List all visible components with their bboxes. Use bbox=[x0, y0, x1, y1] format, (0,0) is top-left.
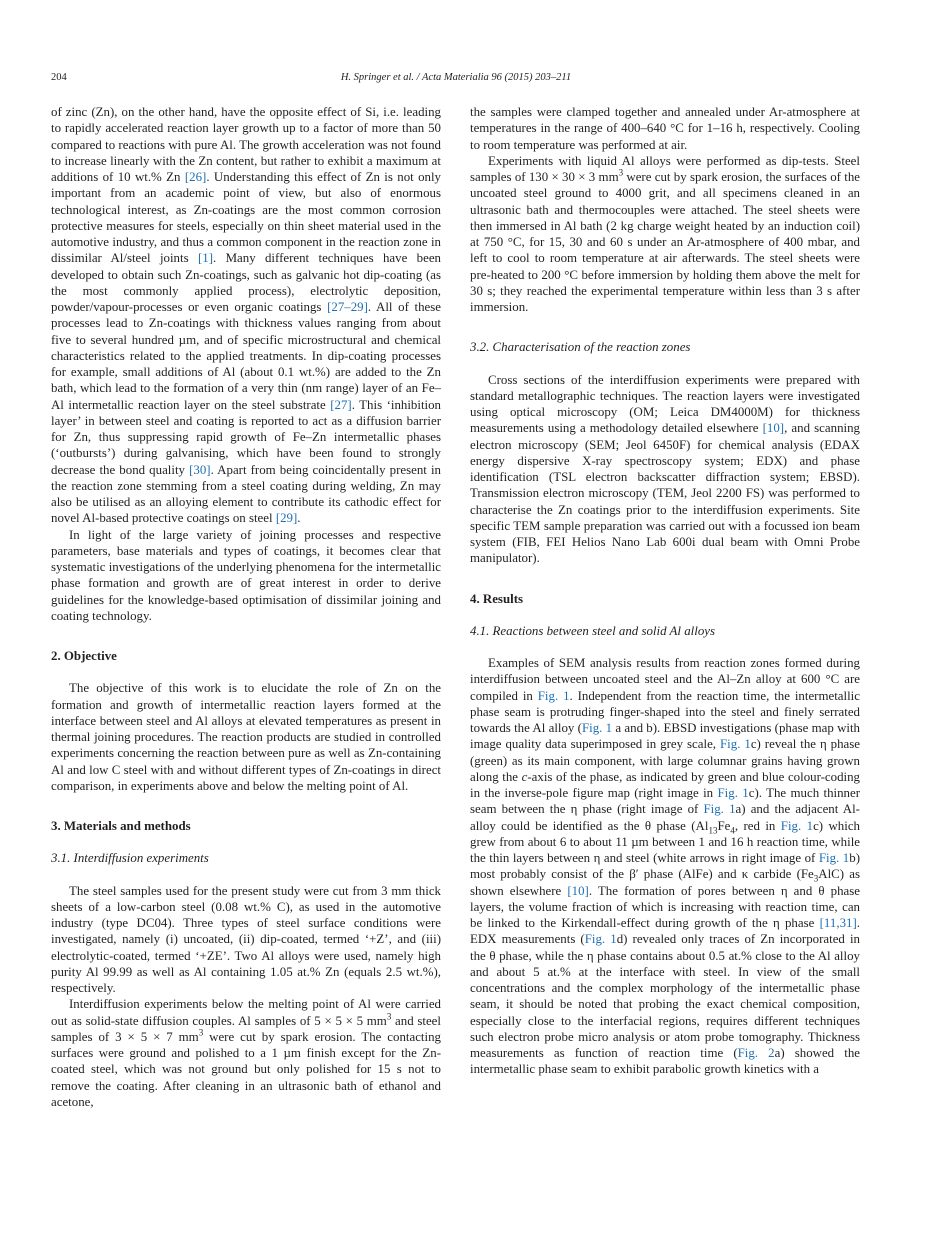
right-column bbox=[470, 104, 860, 1078]
citation-link[interactable]: [11,31] bbox=[819, 916, 857, 930]
left-column bbox=[51, 104, 441, 1110]
running-title: H. Springer et al. / Acta Materialia 96 (2015) 203–211 bbox=[340, 72, 572, 83]
citation-link[interactable]: [1] bbox=[197, 251, 213, 266]
paragraph: Examples of SEM analysis results from reaction zones formed during interdiffusion between uncoated steel and the Al–Zn alloy at 600 °C are compiled in Fig. 1. Independent from the reaction time, the intermetallic phase seam is protruding finger-shaped into the steel and finely serrated towards the Al alloy (Fig. 1 a and b). EBSD investigations (phase map with image quality data superimposed in grey scale, Fig. 1c) reveal the η phase (green) as its main component, with large columnar grains having grown along the c-axis of the phase, as indicated by green and blue colour-coding in the inverse-pole figure map (right image in Fig. 1c). The much thinner seam between the η phase (right image of Fig. 1a) and the adjacent Al-alloy could be identified as the θ phase ($Al_{13}Fe_4$, red in Fig. 1c) which grew from about 6 to about 11 µm between 1 and 16 h reaction time, while the thin layers between η and steel (white arrows in right image of Fig. 1b) most probably consist of the β′ phase (AlFe) and κ carbide $(Fe_3AlC)$ as shown elsewhere [10]. The formation of pores between η and θ phase layers, the volume fraction of which is increasing with reaction time, can be linked to the Kirkendall-effect during growth of the η phase [11,31]. EDX measurements (Fig. 1d) revealed only traces of Zn incorporated in the θ phase, while the η phase contains about 0.5 at.% close to the Al alloy and about 5 at.% at the interface with steel. In view of the small concentrations and the complex morphology of the intermetallic phase seam, it should be noted that probing the exact chemical composition, especially close to the interfacial regions, requires different techniques such electron probe micro analysis or atom probe tomography. Thickness measurements as function of reaction time (Fig. 2a) showed the intermetallic phase seam to exhibit parabolic growth kinetics with a bbox=[470, 656, 861, 1077]
figure-link[interactable]: Fig. 1 bbox=[780, 818, 814, 833]
section-heading-objective: 2. Objective bbox=[51, 649, 117, 663]
figure-link[interactable]: Fig. 1 bbox=[720, 737, 751, 752]
citation-link[interactable]: [26] bbox=[184, 170, 207, 184]
paragraph: In light of the large variety of joining processes and respective parameters, base materials and types of coatings, it becomes clear that systematic investigations of the underlying phenomena for the intermetallic phase formation and growth are of great interest in order to derive guidelines for the knowledge-based optimisation of dissimilar joining and coating technology. bbox=[51, 527, 441, 623]
paragraph: Experiments with liquid Al alloys were performed as dip-tests. Steel samples of 130 × 30 × 3 $mm^3$ were cut by spark erosion, the surfaces of the uncoated steel ground to 4000 grit, and all specimens cleaned in an ultrasonic bath and thermocouples were attached. The steel sheets were then immersed in Al bath (2 kg charge weight heated by an induction coil) at 750 °C, for 15, 30 and 60 s under an Ar-atmosphere of 400 mbar, and left to cool to room temperature at air afterwards. The steel sheets were pre-heated to 200 °C before immersion by holding them above the melt for 30 s; they reached the experimental temperature within less than 3 s after immersion. bbox=[470, 153, 861, 314]
paragraph: Cross sections of the interdiffusion experiments were prepared with standard metallographic techniques. The reaction layers were investigated using optical microscopy (OM; Leica DM4000M) for thickness measurements using a methodology detailed elsewhere [10], and scanning electron microscopy (SEM; Jeol 6450F) for chemical analysis (EDAX energy dispersive X-ray spectroscopy system; EDX) and phase identification (TSL electron backscatter diffraction system; EBSD). Transmission electron microscopy (TEM, Jeol 2200 FS) was performed to characterise the Zn coatings prior to the interdiffusion experiments. Site specific TEM sample preparation was carried out with a focussed ion beam system (FIB, FEI Helios Nano Lab 600i dual beam with Omni Probe manipulator). bbox=[470, 372, 860, 566]
section-heading-methods: 3. Materials and methods bbox=[51, 819, 191, 833]
subsection-heading-characterisation: 3.2. Characterisation of the reaction zones bbox=[470, 340, 691, 355]
figure-link[interactable]: Fig. 1 bbox=[717, 786, 749, 800]
figure-link[interactable]: Fig. 1 bbox=[703, 802, 736, 817]
figure-link[interactable]: Fig. 1 bbox=[581, 721, 613, 735]
figure-link[interactable]: Fig. 1 bbox=[584, 932, 617, 947]
figure-link[interactable]: Fig. 1 bbox=[537, 688, 570, 703]
paragraph: the samples were clamped together and annealed under Ar-atmosphere at temperatures in the range of 400–640 °C for 1–16 h, respectively. Cooling to room temperature was performed at air. bbox=[470, 105, 860, 152]
citation-link[interactable]: [10] bbox=[567, 883, 589, 898]
page-number: 204 bbox=[51, 72, 67, 83]
section-heading-results: 4. Results bbox=[470, 591, 523, 606]
paragraph: of zinc (Zn), on the other hand, have the opposite effect of Si, i.e. leading to rapidly accelerated reaction layer growth up to a factor of more than 50 compared to reactions with pure Al. The growth acceleration was not found to increase linearly with the Zn content, but rather to exhibit a maximum at additions of 10 wt.% Zn [26]. Understanding this effect of Zn is not only important from an academic point of view, but also of enormous technological interest, as Zn-coatings are the most common corrosion protective measures for steels, especially on thin sheet material used in the automotive industry, and thus a common component in the reaction zone in dissimilar Al/steel joints [1]. Many different techniques have been developed to obtain such Zn-coatings, such as galvanic hot dip-coating (as the most commonly applied process), electrolytic deposition, powder/vapour-processes or even organic coatings [27–29]. All of these processes lead to Zn-coatings with thickness values ranging from about five to several hundred µm, and of specific microstructural and chemical characteristics related to the applied treatments. In dip-coating processes for example, small additions of Al (about 0.1 wt.%) are added to the Zn bath, which lead to the formation of a very thin (nm range) layer of an Fe–Al intermetallic reaction layer on the steel substrate [27]. This ‘inhibition layer’ in between steel and coating is reported to act as a diffusion barrier for Zn, thus suppressing rapid growth of Fe–Zn intermetallic phases (‘outbursts’) during galvanising, which have been found to strongly decrease the bond quality [30]. Apart from being coincidentally present in the reaction zone stemming from a steel coating during welding, Zn may also be utilised as an alloying element to contribute its cathodic effect for novel Al-based protective coatings on steel [29]. bbox=[51, 105, 441, 526]
page-header bbox=[51, 72, 861, 88]
paragraph: The objective of this work is to elucidate the role of Zn on the formation and growth of intermetallic reaction layers formed at the interface between steel and Al alloys at elevated temperatures as present in thermal joining procedures. The reaction products are studied in controlled experiments concerning the reaction between pure as well as Zn-containing Al and low C steel with and without different types of Zn-coatings in direct comparison, in experiments above and below the melting point of Al. bbox=[51, 681, 441, 793]
citation-link[interactable]: [30] bbox=[189, 462, 211, 477]
figure-link[interactable]: Fig. 1 bbox=[818, 851, 850, 865]
citation-link[interactable]: [27–29] bbox=[327, 300, 368, 314]
subsection-heading-solid-reactions: 4.1. Reactions between steel and solid Al alloys bbox=[470, 623, 716, 638]
citation-link[interactable]: [29] bbox=[275, 511, 298, 526]
paragraph: Interdiffusion experiments below the melting point of Al were carried out as solid-state diffusion couples. Al samples of 5 × 5 × 5 $mm^3$ and steel samples of 3 × 5 × 7 $mm^3$ were cut by spark erosion. The contacting surfaces were ground and polished to a 1 µm finish except for the Zn-coated steel, which was not ground but only polished for 15 s not to remove the coating. After cleaning in an ultrasonic bath of ethanol and acetone, bbox=[51, 997, 441, 1109]
subsection-heading-interdiffusion: 3.1. Interdiffusion experiments bbox=[51, 851, 209, 866]
citation-link[interactable]: [10] bbox=[762, 421, 785, 436]
citation-link[interactable]: [27] bbox=[330, 397, 352, 412]
paragraph: The steel samples used for the present study were cut from 3 mm thick sheets of a low-carbon steel (0.08 wt.% C), as used in the automotive industry (type DC04). Three types of steel surface conditions were investigated, namely (i) uncoated, (ii) dip-coated, termed ‘+Z’, and (iii) electrolytic-coated, termed ‘+ZE’. Two Al alloys were used, namely high purity Al 99.99 as well as Al containing 1.05 at.% Zn (equals 2.5 wt.%), respectively. bbox=[51, 883, 441, 995]
figure-link[interactable]: Fig. 2 bbox=[737, 1046, 775, 1060]
